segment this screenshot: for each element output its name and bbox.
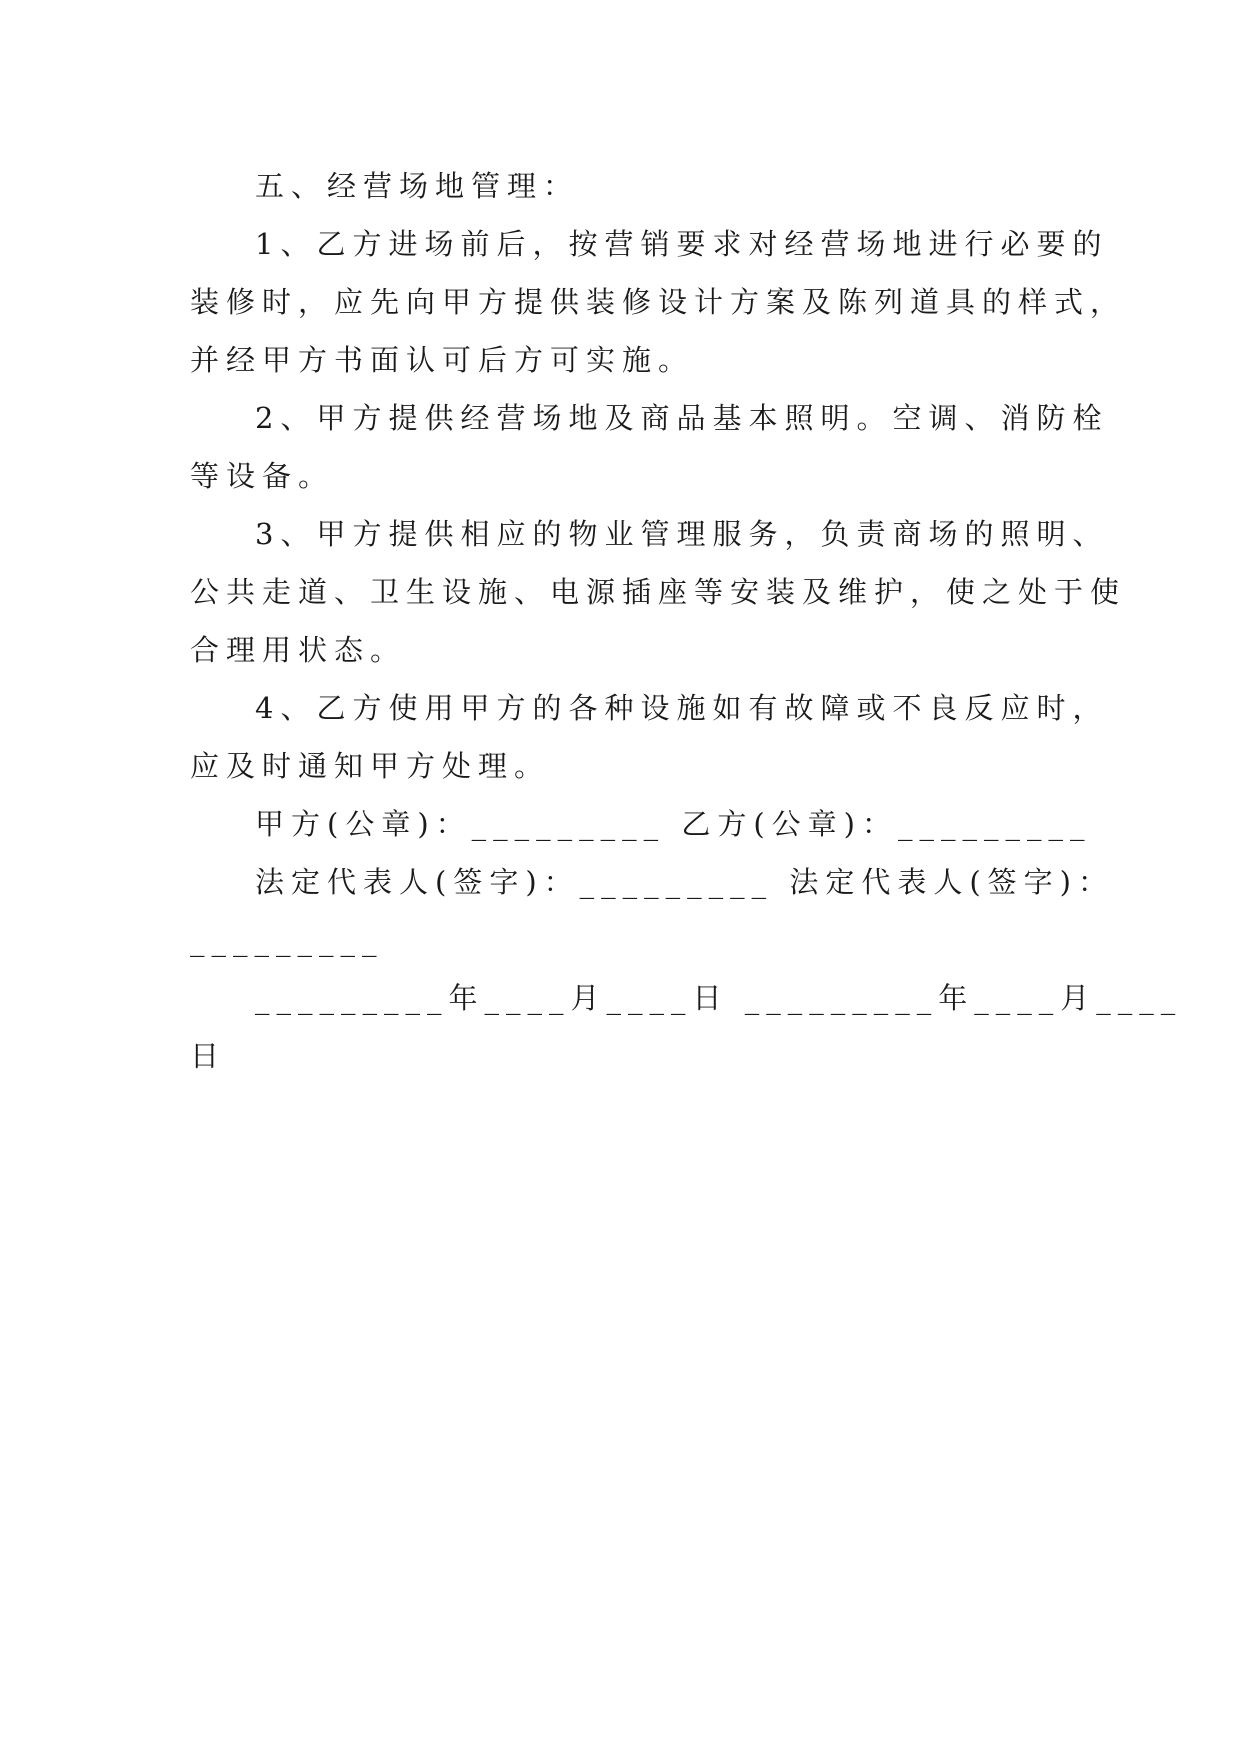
paragraph-line: 公共走道、卫生设施、电源插座等安装及维护，使之处于使 [190, 575, 1127, 609]
signature-blank: _________ [190, 923, 384, 957]
paragraph-line: 并经甲方书面认可后方可实施。 [190, 343, 695, 377]
paragraph-line: 合理用状态。 [190, 633, 407, 667]
date-line-end: 日 [190, 1039, 227, 1073]
paragraph-line: 3、甲方提供相应的物业管理服务，负责商场的照明、 [255, 517, 1109, 551]
date-line: _________年____月____日 _________年____月____ [255, 981, 1183, 1015]
paragraph-line: 应及时通知甲方处理。 [190, 749, 551, 783]
paragraph-line: 2、甲方提供经营场地及商品基本照明。空调、消防栓 [255, 401, 1109, 435]
signature-line: 法定代表人(签字)：_________ 法定代表人(签字)： [255, 865, 1114, 899]
paragraph-line: 等设备。 [190, 459, 335, 493]
section-heading: 五、经营场地管理： [255, 169, 580, 203]
seal-line: 甲方(公章)：_________ 乙方(公章)：_________ [255, 807, 1092, 841]
paragraph-line: 1、乙方进场前后，按营销要求对经营场地进行必要的 [255, 227, 1109, 261]
paragraph-line: 装修时，应先向甲方提供装修设计方案及陈列道具的样式， [190, 285, 1127, 319]
paragraph-line: 4、乙方使用甲方的各种设施如有故障或不良反应时， [255, 691, 1109, 725]
